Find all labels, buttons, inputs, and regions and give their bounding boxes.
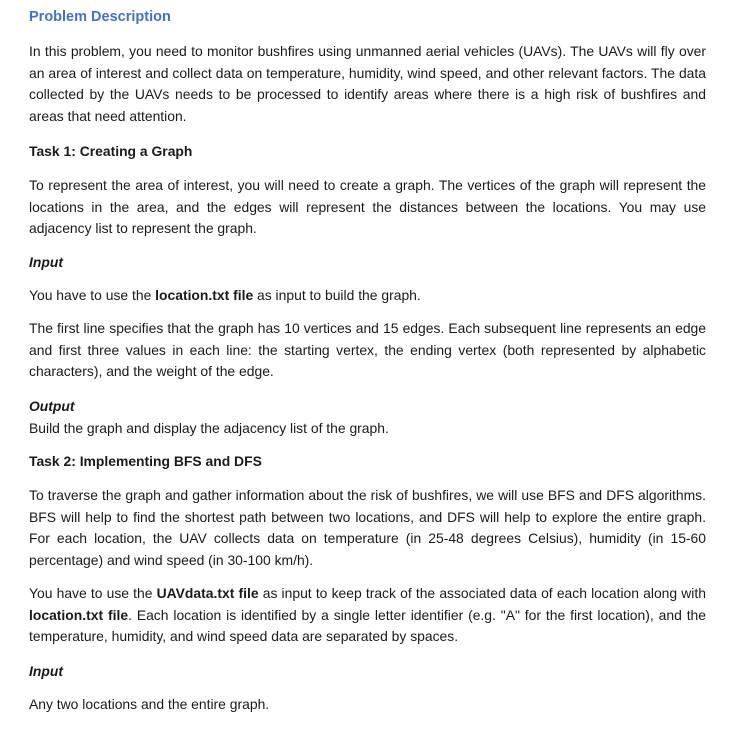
task2-input-text: Any two locations and the entire graph. <box>29 696 270 712</box>
page-title: Problem Description <box>29 9 171 25</box>
task1-output-label: Output <box>29 398 75 414</box>
task2-input-label: Input <box>29 663 63 679</box>
task1-input-label: Input <box>29 254 63 270</box>
task1-output-text: Build the graph and display the adjacency list of the graph. <box>29 420 389 436</box>
task2-data-paragraph <box>29 583 706 648</box>
task2-data-pre: You have to use the <box>29 585 157 601</box>
task1-heading: Task 1: Creating a Graph <box>29 143 193 159</box>
task2-heading: Task 2: Implementing BFS and DFS <box>29 453 262 469</box>
location-file-name-2: location.txt file <box>29 606 129 623</box>
uavdata-file-name: UAVdata.txt file <box>156 585 259 601</box>
task2-description: To traverse the graph and gather information about the risk of bushfires, we will use BFS and DFS algorithms. BFS will help to find the shortest path between two locations, and DFS will help to explore the entire graph. For each location, the UAV collects data on temperature (in 25-48 degrees Celsius), humidity (in 15-60 percentage) and wind speed (in 30-100 km/h). <box>29 487 706 568</box>
task1-input-pre: You have to use the <box>29 287 156 303</box>
task1-description: To represent the area of interest, you will need to create a graph. The vertices of the graph will represent the locations in the area, and the edges will represent the distances between the locations. You may use adjacency list to represent the graph. <box>29 177 706 236</box>
task2-data-mid: as input to keep track of the associated data of each location along with <box>258 585 706 601</box>
intro-paragraph: In this problem, you need to monitor bushfires using unmanned aerial vehicles (UAVs). The UAVs will fly over an area of interest and collect data on temperature, humidity, wind speed, and other relevant factors. The data collected by the UAVs needs to be processed to identify areas where there is a high risk of bushfires and areas that need attention. <box>29 43 706 124</box>
task1-format-paragraph: The first line specifies that the graph has 10 vertices and 15 edges. Each subsequent line represents an edge and first three values in each line: the starting vertex, the ending vertex (both represented by alphabetic characters), and the weight of the edge. <box>29 320 706 379</box>
task1-input-post: as input to build the graph. <box>253 287 421 303</box>
task1-input-paragraph <box>29 285 706 307</box>
task2-data-post: . Each location is identified by a single letter identifier (e.g. "A" for the first location), and the temperature, humidity, and wind speed data are separated by spaces. <box>29 606 707 644</box>
location-file-name: location.txt file <box>155 287 254 303</box>
